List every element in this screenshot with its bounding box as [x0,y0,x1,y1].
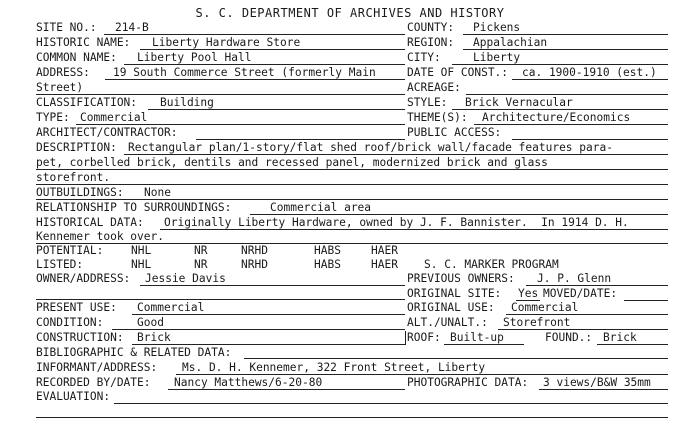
site-number-underline [104,34,405,35]
original-site-label: ORIGINAL SITE: [407,287,502,300]
foundation-underline [597,344,668,345]
informant-underline [176,374,668,375]
outbuildings-underline [36,199,668,200]
type-underline [76,124,405,125]
county-underline [463,34,668,35]
present-use-label: PRESENT USE: [36,301,117,314]
acreage-label: ACREAGE: [407,81,461,94]
listed-nr: NR [194,258,208,271]
owner-value: Jessie Davis [145,272,226,285]
themes-value: Architecture/Economics [482,111,631,124]
photographic-data-label: PHOTOGRAPHIC DATA: [407,376,529,389]
classification-underline [148,109,405,110]
foundation-value: Brick [603,331,637,344]
evaluation-label: EVALUATION: [36,390,111,403]
previous-owners-value: J. P. Glenn [537,272,612,285]
outbuildings-label: OUTBUILDINGS: [36,186,124,199]
county-label: COUNTY: [407,21,455,34]
construction-value: Brick [137,331,171,344]
recorded-by-label: RECORDED BY/DATE: [36,376,151,389]
description-line-1: Rectangular plan/1-story/flat shed roof/brick wall/facade features para- [128,141,613,154]
informant-label: INFORMANT/ADDRESS: [36,361,158,374]
relationship-label: RELATIONSHIP TO SURROUNDINGS: [36,201,232,214]
condition-value: Good [137,316,164,329]
potential-haer: HAER [371,244,398,257]
city-label: CITY: [407,51,441,64]
architect-underline [196,139,405,140]
historic-name-label: HISTORIC NAME: [36,36,131,49]
address-line-1: 19 South Commerce Street (formerly Main [113,66,376,79]
style-underline [452,109,668,110]
city-underline [452,64,668,65]
evaluation-underline-2 [36,417,668,418]
type-value: Commercial [80,111,148,124]
description-underline-1 [124,154,668,155]
description-label: DESCRIPTION: [36,141,117,154]
relationship-underline [250,214,668,215]
common-name-value: Liberty Pool Hall [137,51,252,64]
site-number-value: 214-B [115,21,149,34]
page-title: S. C. DEPARTMENT OF ARCHIVES AND HISTORY [195,6,505,20]
present-use-underline [132,314,405,315]
address-line-2: Street) [36,81,84,94]
historical-data-label: HISTORICAL DATA: [36,216,144,229]
historical-data-underline-1 [160,229,668,230]
common-name-label: COMMON NAME: [36,51,117,64]
city-value: Liberty [473,51,521,64]
style-value: Brick Vernacular [465,96,573,109]
architect-label: ARCHITECT/CONTRACTOR: [36,126,178,139]
relationship-value: Commercial area [270,201,372,214]
acreage-underline [466,94,668,95]
potential-nr: NR [194,244,208,257]
description-line-2: pet, corbelled brick, dentils and recessed panel, modernized brick and glass [36,156,548,169]
roof-value: Built-up [450,331,504,344]
historic-name-value: Liberty Hardware Store [152,36,301,49]
moved-date-underline [624,300,668,301]
photographic-data-underline [539,389,668,390]
potential-label: POTENTIAL: [36,244,104,257]
potential-nhl: NHL [131,244,152,257]
date-of-construction-value: ca. 1900-1910 (est.) [522,66,657,79]
present-use-value: Commercial [137,301,205,314]
address-label: ADDRESS: [36,66,90,79]
date-of-construction-underline [512,79,668,80]
listed-habs: HABS [314,258,341,271]
description-underline-2 [36,169,668,170]
classification-label: CLASSIFICATION: [36,96,138,109]
outbuildings-value: None [144,186,171,199]
alt-unalt-underline [498,329,668,330]
moved-date-label: MOVED/DATE: [543,287,618,300]
public-access-label: PUBLIC ACCESS: [407,126,502,139]
owner-underline [140,285,405,286]
common-name-underline [124,64,405,65]
description-underline-3 [36,184,668,185]
marker-program-heading: S. C. MARKER PROGRAM [424,258,559,271]
region-label: REGION: [407,36,455,49]
date-of-construction-label: DATE OF CONST.: [407,66,509,79]
recorded-by-underline [168,389,405,390]
previous-owners-label: PREVIOUS OWNERS: [407,272,515,285]
themes-underline [474,124,668,125]
evaluation-underline-1 [114,403,668,404]
historic-name-underline [140,49,405,50]
condition-underline [112,329,405,330]
type-label: TYPE: [36,111,70,124]
listed-nhl: NHL [131,258,152,271]
owner-underline-2 [36,299,405,300]
alt-unalt-value: Storefront [503,316,571,329]
historical-data-line-1: Originally Liberty Hardware, owned by J. F. Bannister. In 1914 D. H. [164,216,629,229]
previous-owners-underline [526,285,668,286]
original-use-underline [506,314,668,315]
potential-nrhd: NRHD [241,244,268,257]
classification-value: Building [160,96,214,109]
condition-label: CONDITION: [36,316,104,329]
historical-data-line-2: Kennemer took over. [36,230,164,243]
region-underline [463,49,668,50]
site-number-label: SITE NO.: [36,21,97,34]
public-access-underline [512,139,668,140]
original-use-label: ORIGINAL USE: [407,301,495,314]
region-value: Appalachian [473,36,548,49]
alt-unalt-label: ALT./UNALT.: [407,316,488,329]
address-underline-2 [36,94,405,95]
roof-underline [444,344,524,345]
foundation-label: FOUND.: [545,331,593,344]
listed-nrhd: NRHD [241,258,268,271]
original-site-value: Yes [518,287,539,300]
recorded-by-value: Nancy Matthews/6-20-80 [174,376,323,389]
listed-label: LISTED: [36,258,84,271]
construction-underline [132,344,405,345]
photographic-data-value: 3 views/B&W 35mm [543,376,651,389]
informant-value: Ms. D. H. Kennemer, 322 Front Street, Liberty [182,361,486,374]
description-line-3: storefront. [36,171,111,184]
roof-label: ROOF: [407,331,441,344]
county-value: Pickens [473,21,521,34]
address-underline-1 [105,79,405,80]
style-label: STYLE: [407,96,448,109]
listed-haer: HAER [371,258,398,271]
roof-divider [405,331,406,345]
original-use-value: Commercial [511,301,579,314]
bibliographic-underline [244,358,668,359]
potential-habs: HABS [314,244,341,257]
owner-label: OWNER/ADDRESS: [36,272,131,285]
themes-label: THEME(S): [407,111,468,124]
construction-label: CONSTRUCTION: [36,331,124,344]
bibliographic-label: BIBLIOGRAPHIC & RELATED DATA: [36,346,232,359]
